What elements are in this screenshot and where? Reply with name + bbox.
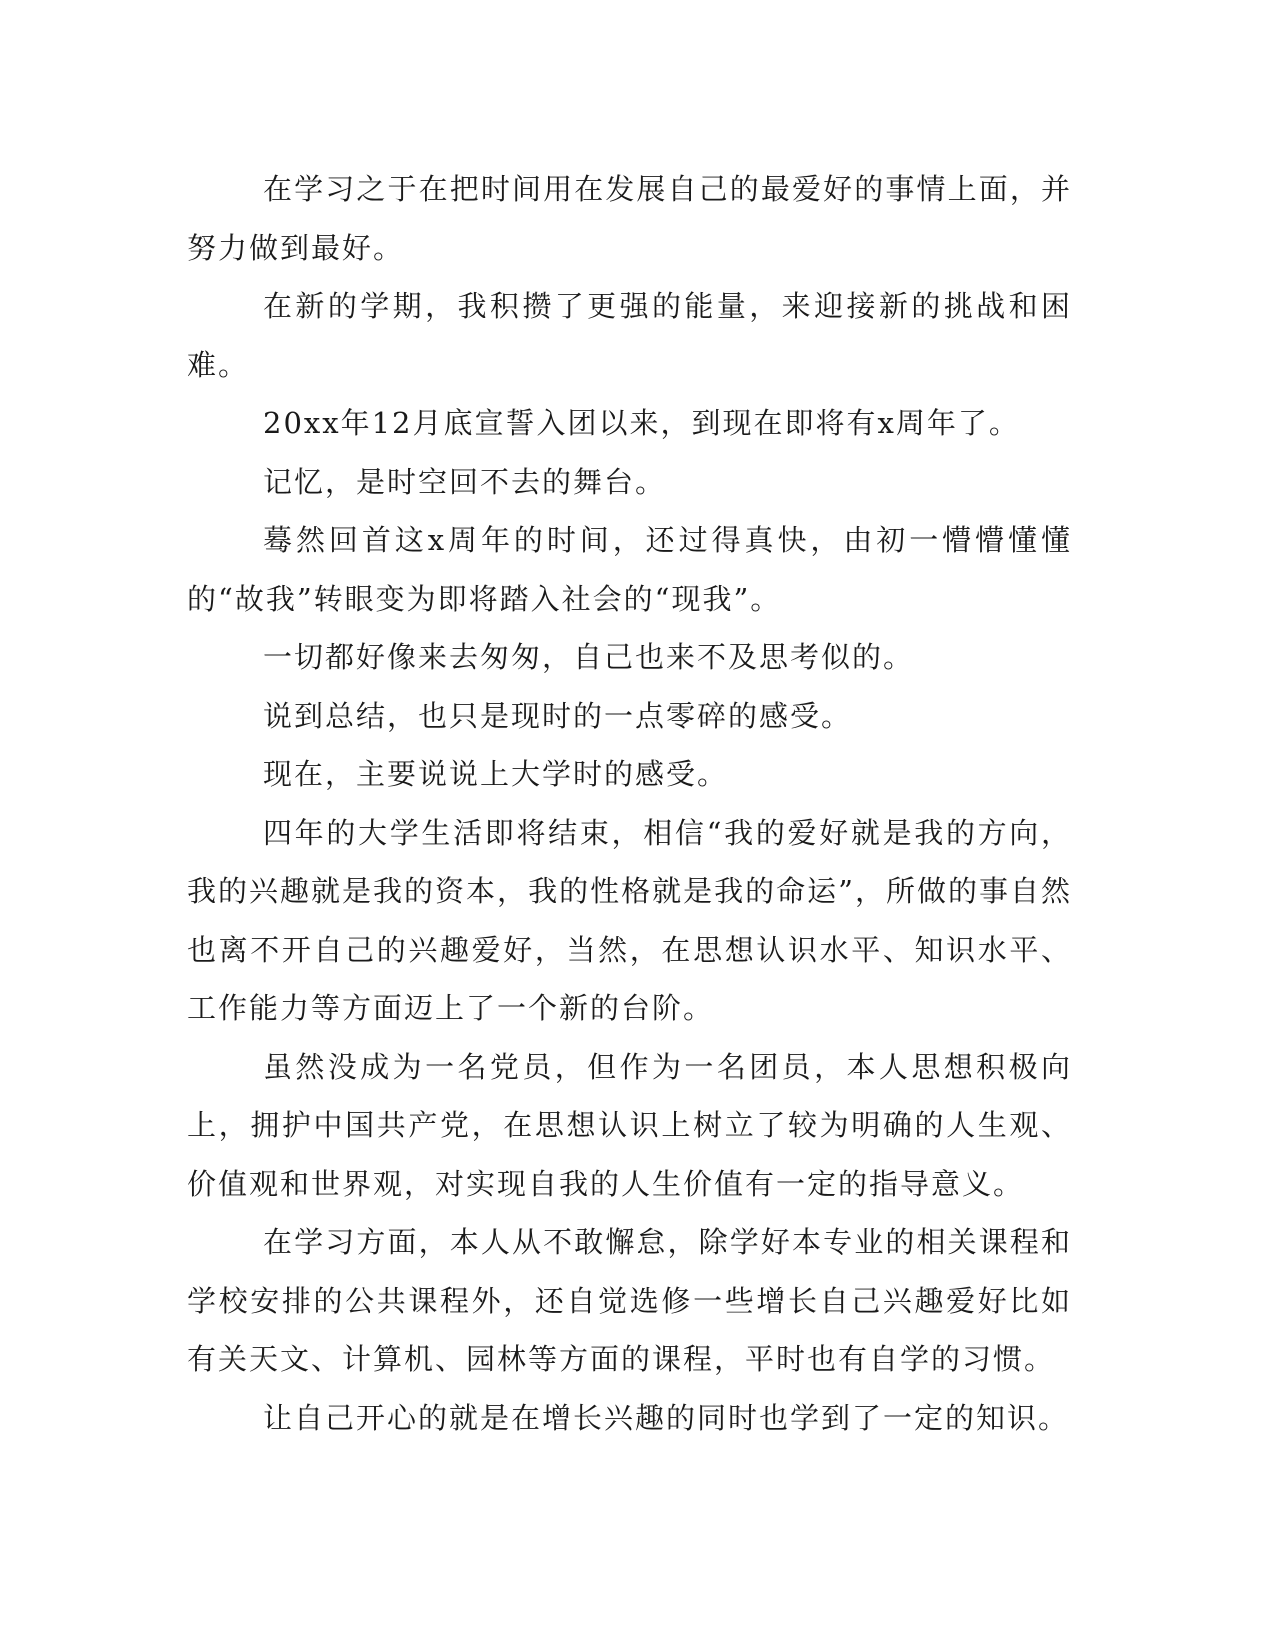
paragraph: 在新的学期，我积攒了更强的能量，来迎接新的挑战和困难。 [187, 289, 1072, 382]
paragraph: 蓦然回首这x周年的时间，还过得真快，由初一懵懵懂懂的“故我”转眼变为即将踏入社会的“现我”。 [187, 523, 1072, 616]
paragraph: 虽然没成为一名党员，但作为一名团员，本人思想积极向上，拥护中国共产党，在思想认识上树立了较为明确的人生观、价值观和世界观，对实现自我的人生价值有一定的指导意义。 [187, 1049, 1072, 1201]
paragraph: 20xx年12月底宣誓入团以来，到现在即将有x周年了。 [263, 406, 1020, 440]
paragraph: 在学习之于在把时间用在发展自己的最爱好的事情上面，并努力做到最好。 [187, 172, 1072, 265]
paragraph: 四年的大学生活即将结束，相信“我的爱好就是我的方向，我的兴趣就是我的资本，我的性格就是我的命运”，所做的事自然也离不开自己的兴趣爱好，当然，在思想认识水平、知识水平、工作能力等方面迈上了一个新的台阶。 [187, 815, 1072, 1025]
paragraph: 一切都好像来去匆匆，自己也来不及思考似的。 [263, 640, 915, 674]
paragraph: 说到总结，也只是现时的一点零碎的感受。 [263, 698, 853, 733]
paragraph: 让自己开心的就是在增长兴趣的同时也学到了一定的知识。 [263, 1400, 1070, 1435]
paragraph: 现在，主要说说上大学时的感受。 [263, 757, 729, 791]
paragraph: 在学习方面，本人从不敢懈怠，除学好本专业的相关课程和学校安排的公共课程外，还自觉选修一些增长自己兴趣爱好比如有关天文、计算机、园林等方面的课程，平时也有自学的习惯。 [187, 1225, 1072, 1376]
paragraph: 记忆，是时空回不去的舞台。 [263, 464, 667, 499]
document-body [187, 160, 1072, 1447]
